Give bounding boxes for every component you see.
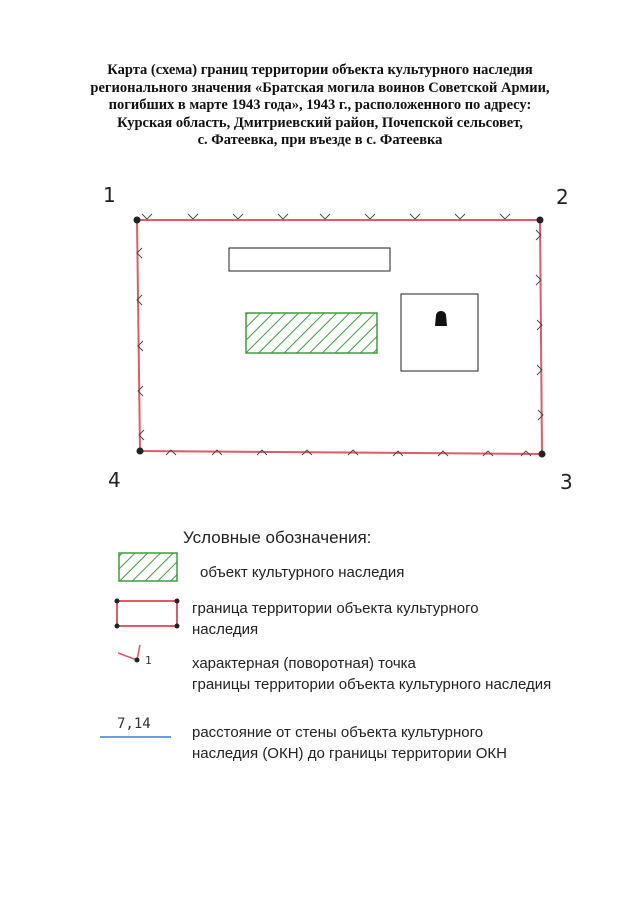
- corner-point-2-label: 2: [556, 185, 569, 209]
- legend-distance-label: [192, 722, 507, 764]
- corner-point-1-label: 1: [103, 183, 116, 207]
- turning-point-4: [137, 448, 144, 455]
- legend-distance-label-line-1: расстояние от стены объекта культурного: [192, 724, 484, 741]
- legend-title: Условные обозначения:: [183, 528, 372, 547]
- monument-enclosure: [401, 294, 478, 371]
- turning-point-3: [539, 451, 546, 458]
- legend-heritage-swatch: [119, 553, 177, 581]
- monument-icon: [435, 311, 447, 326]
- title-line-5: с. Фатеевка, при въезде в с. Фатеевка: [197, 132, 443, 148]
- legend-boundary-label-line-2: наследия: [192, 621, 259, 638]
- turning-point-1: [134, 217, 141, 224]
- legend-distance-label-line-2: наследия (ОКН) до границы территории ОКН: [192, 745, 507, 762]
- legend-point-label-line-2: границы территории объекта культурного наследия: [192, 676, 552, 693]
- turning-point-icon: [118, 645, 140, 663]
- turning-point-2: [537, 217, 544, 224]
- legend-point-label-line-1: характерная (поворотная) точка: [192, 655, 416, 672]
- legend-heritage-label: объект культурного наследия: [200, 564, 405, 581]
- structure-rectangle: [229, 248, 390, 271]
- legend-point-number: 1: [145, 654, 152, 667]
- legend-distance-value: 7,14: [117, 716, 151, 732]
- heritage-object-area: [246, 313, 377, 353]
- title-line-2: регионального значения «Братская могила воинов Советской Армии,: [90, 79, 550, 96]
- title-line-4: Курская область, Дмитриевский район, Почепской сельсовет,: [117, 114, 523, 131]
- corner-point-4-label: 4: [108, 468, 121, 492]
- legend-point-label: [192, 653, 551, 695]
- legend-boundary-swatch: [115, 599, 180, 629]
- legend-boundary-label-line-1: граница территории объекта культурного: [192, 600, 479, 617]
- legend-boundary-label: [192, 598, 479, 640]
- title-line-3: погибших в марте 1943 года», 1943 г., расположенного по адресу:: [108, 97, 532, 113]
- corner-point-3-label: 3: [560, 470, 573, 494]
- title-line-1: Карта (схема) границ территории объекта культурного наследия: [107, 62, 533, 78]
